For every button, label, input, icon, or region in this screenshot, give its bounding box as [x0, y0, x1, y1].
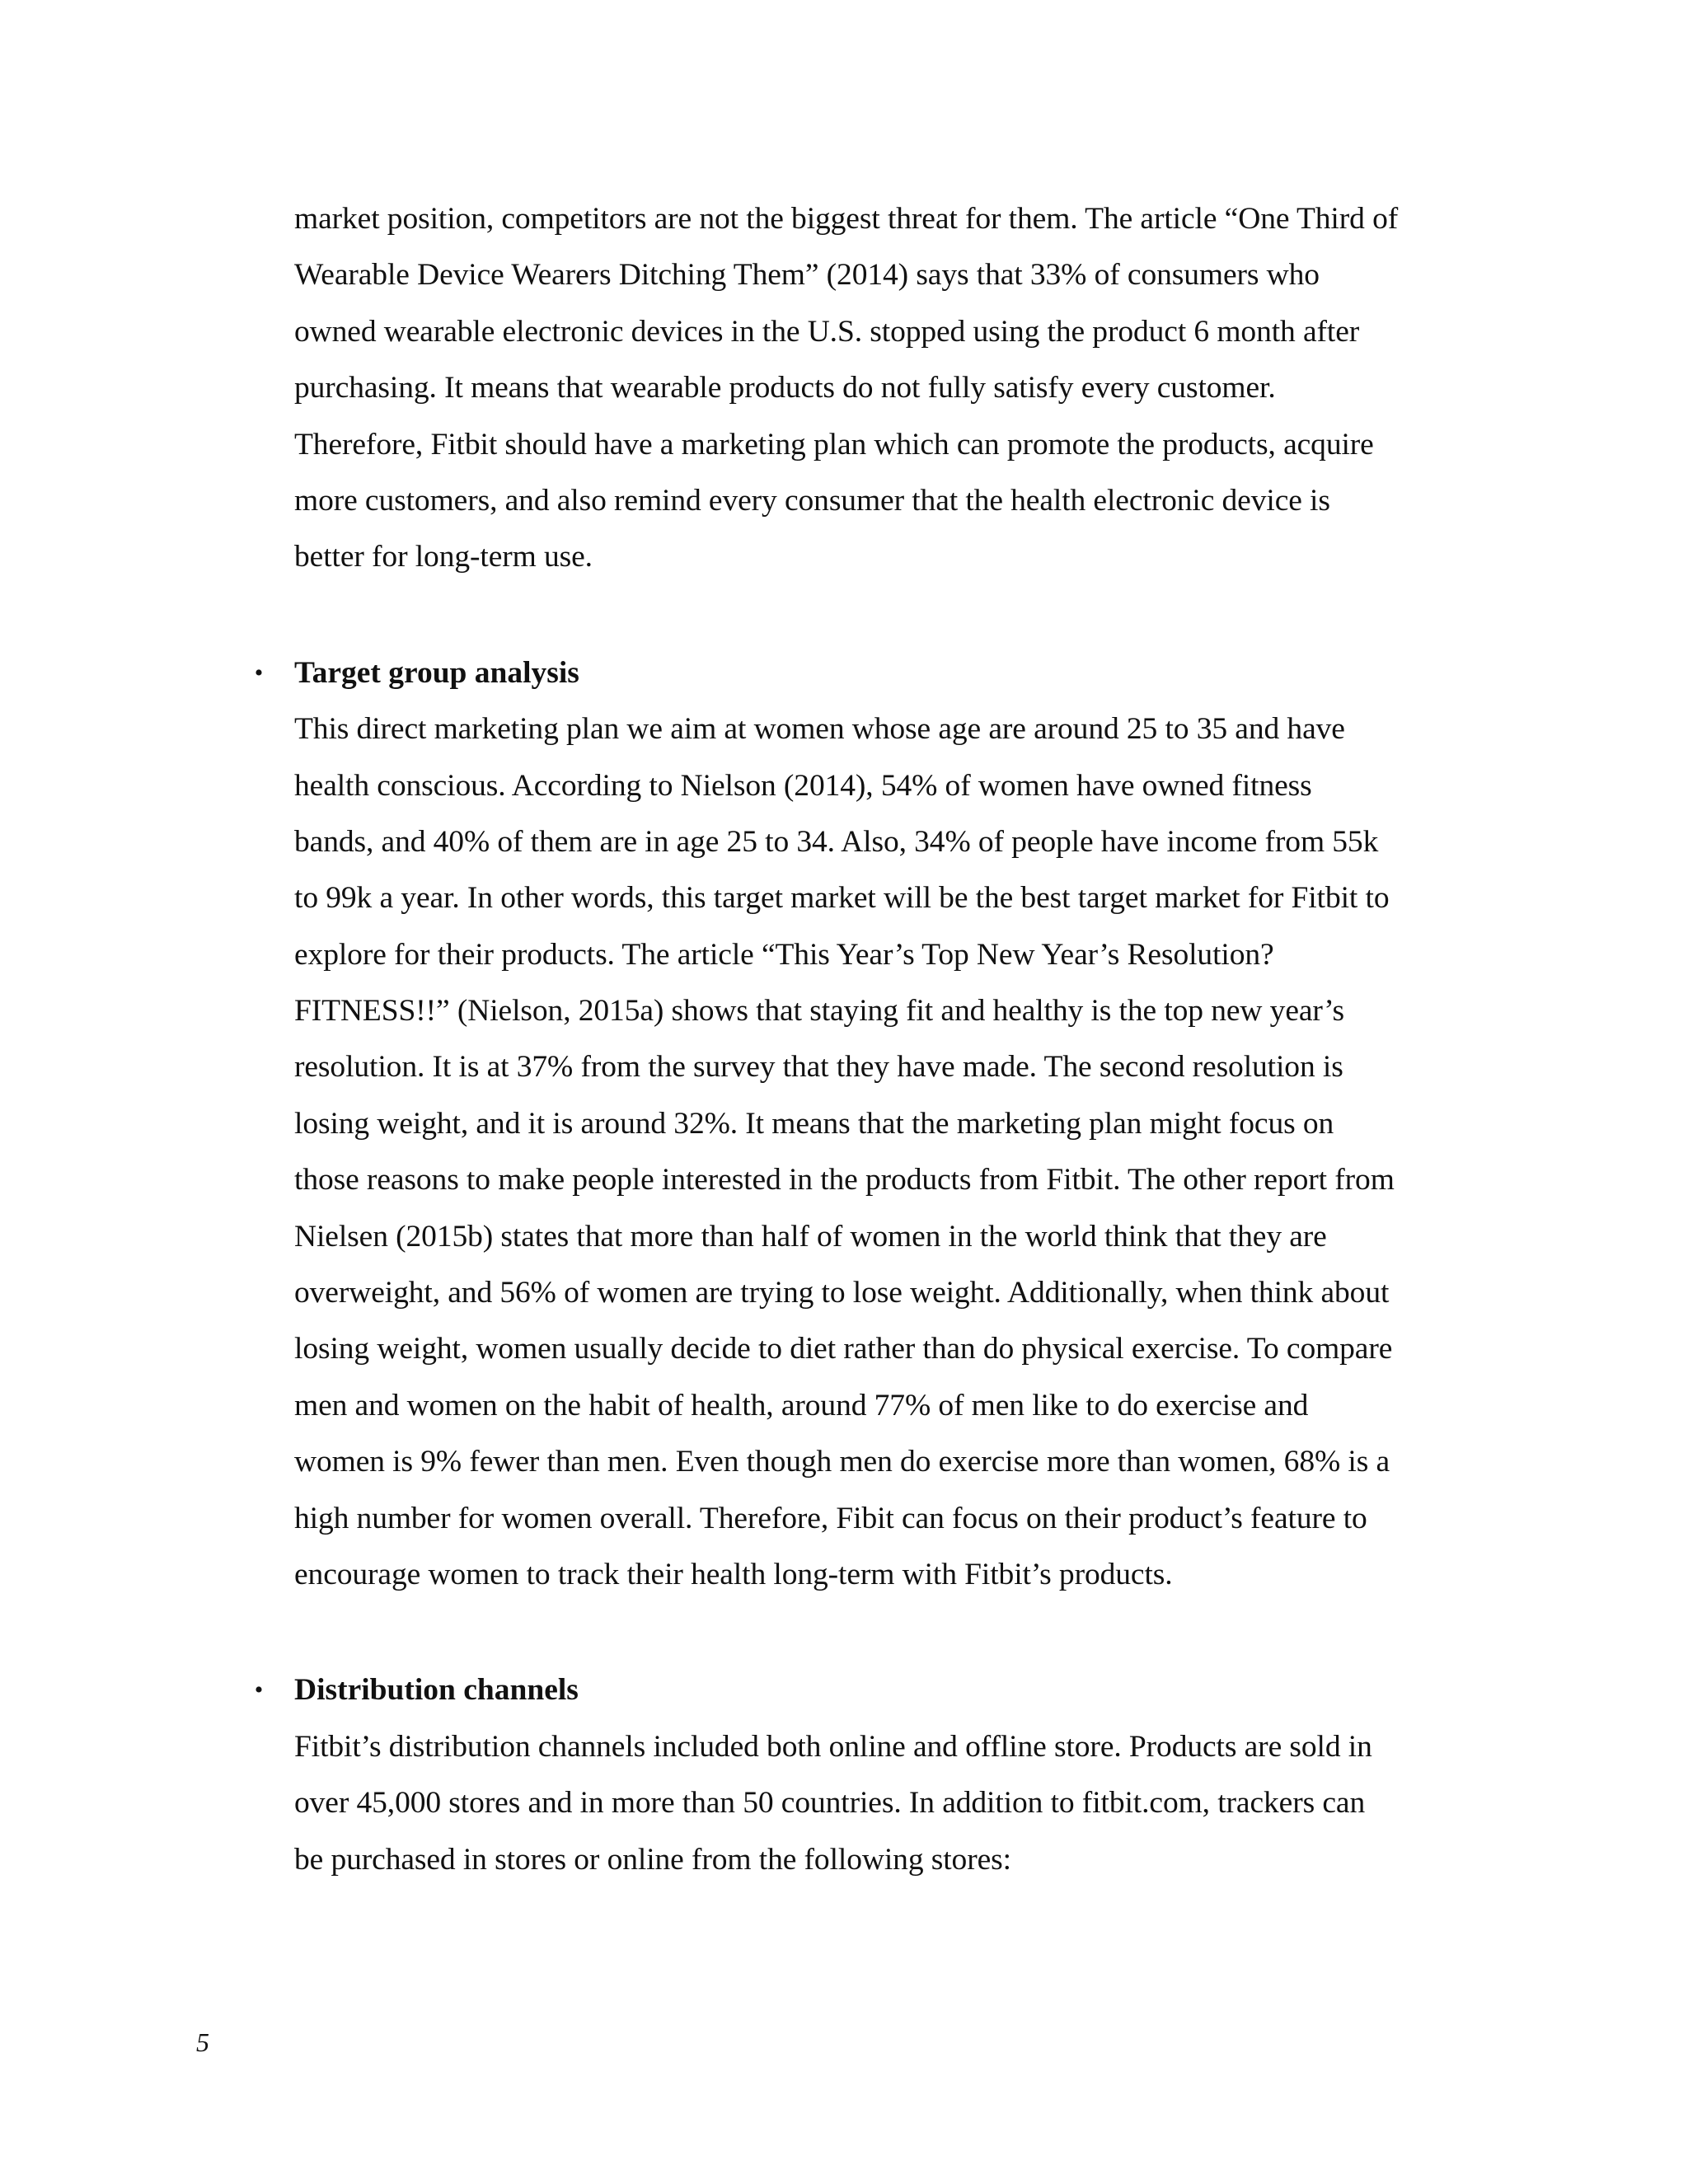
paragraph-line: owned wearable electronic devices in the U.S. stopped using the product 6 month after [294, 314, 1360, 349]
paragraph-line: high number for women overall. Therefore, Fibit can focus on their product’s feature to [294, 1501, 1367, 1535]
paragraph-line: be purchased in stores or online from the following stores: [294, 1842, 1011, 1877]
intro-paragraph [294, 191, 1498, 586]
paragraph-line: FITNESS!!” (Nielson, 2015a) shows that staying fit and healthy is the top new year’s [294, 994, 1345, 1029]
section-target-group-analysis [254, 645, 1498, 1604]
paragraph-line: more customers, and also remind every consumer that the health electronic device is [294, 483, 1330, 518]
section-heading: Target group analysis [294, 655, 579, 690]
bullet-icon: • [254, 1676, 264, 1704]
paragraph-line: bands, and 40% of them are in age 25 to 34. Also, 34% of people have income from 55k [294, 824, 1379, 859]
paragraph-line: Nielsen (2015b) states that more than half of women in the world think that they are [294, 1219, 1327, 1254]
page-number: 5 [196, 2027, 209, 2057]
paragraph-line: those reasons to make people interested in the products from Fitbit. The other report from [294, 1163, 1395, 1197]
paragraph-line: purchasing. It means that wearable products do not fully satisfy every customer. [294, 371, 1276, 405]
section-distribution-channels [254, 1662, 1498, 1888]
paragraph-line: Fitbit’s distribution channels included both online and offline store. Products are sold in [294, 1729, 1372, 1764]
paragraph-line: explore for their products. The article “This Year’s Top New Year’s Resolution? [294, 937, 1274, 972]
paragraph-line: This direct marketing plan we aim at women whose age are around 25 to 35 and have [294, 712, 1345, 747]
page-content [254, 191, 1498, 1888]
section-heading: Distribution channels [294, 1673, 579, 1708]
paragraph-line: Wearable Device Wearers Ditching Them” (2014) says that 33% of consumers who [294, 258, 1320, 293]
paragraph-line: losing weight, and it is around 32%. It means that the marketing plan might focus on [294, 1106, 1334, 1141]
paragraph-line: resolution. It is at 37% from the survey that they have made. The second resolution is [294, 1050, 1343, 1085]
paragraph-line: Therefore, Fitbit should have a marketing plan which can promote the products, acquire [294, 427, 1374, 462]
paragraph-line: losing weight, women usually decide to diet rather than do physical exercise. To compare [294, 1332, 1393, 1366]
paragraph-line: over 45,000 stores and in more than 50 countries. In addition to fitbit.com, trackers can [294, 1786, 1366, 1821]
paragraph-line: health conscious. According to Nielson (2014), 54% of women have owned fitness [294, 768, 1312, 803]
paragraph-line: men and women on the habit of health, around 77% of men like to do exercise and [294, 1388, 1309, 1422]
paragraph-line: better for long-term use. [294, 540, 593, 574]
paragraph-line: market position, competitors are not the biggest threat for them. The article “One Third of [294, 202, 1399, 236]
paragraph-line: overweight, and 56% of women are trying to lose weight. Additionally, when think about [294, 1276, 1390, 1310]
paragraph-line: women is 9% fewer than men. Even though men do exercise more than women, 68% is a [294, 1445, 1390, 1479]
paragraph-line: encourage women to track their health long-term with Fitbit’s products. [294, 1557, 1173, 1591]
bullet-icon: • [254, 658, 264, 687]
paragraph-line: to 99k a year. In other words, this target market will be the best target market for Fitbit to [294, 881, 1390, 916]
